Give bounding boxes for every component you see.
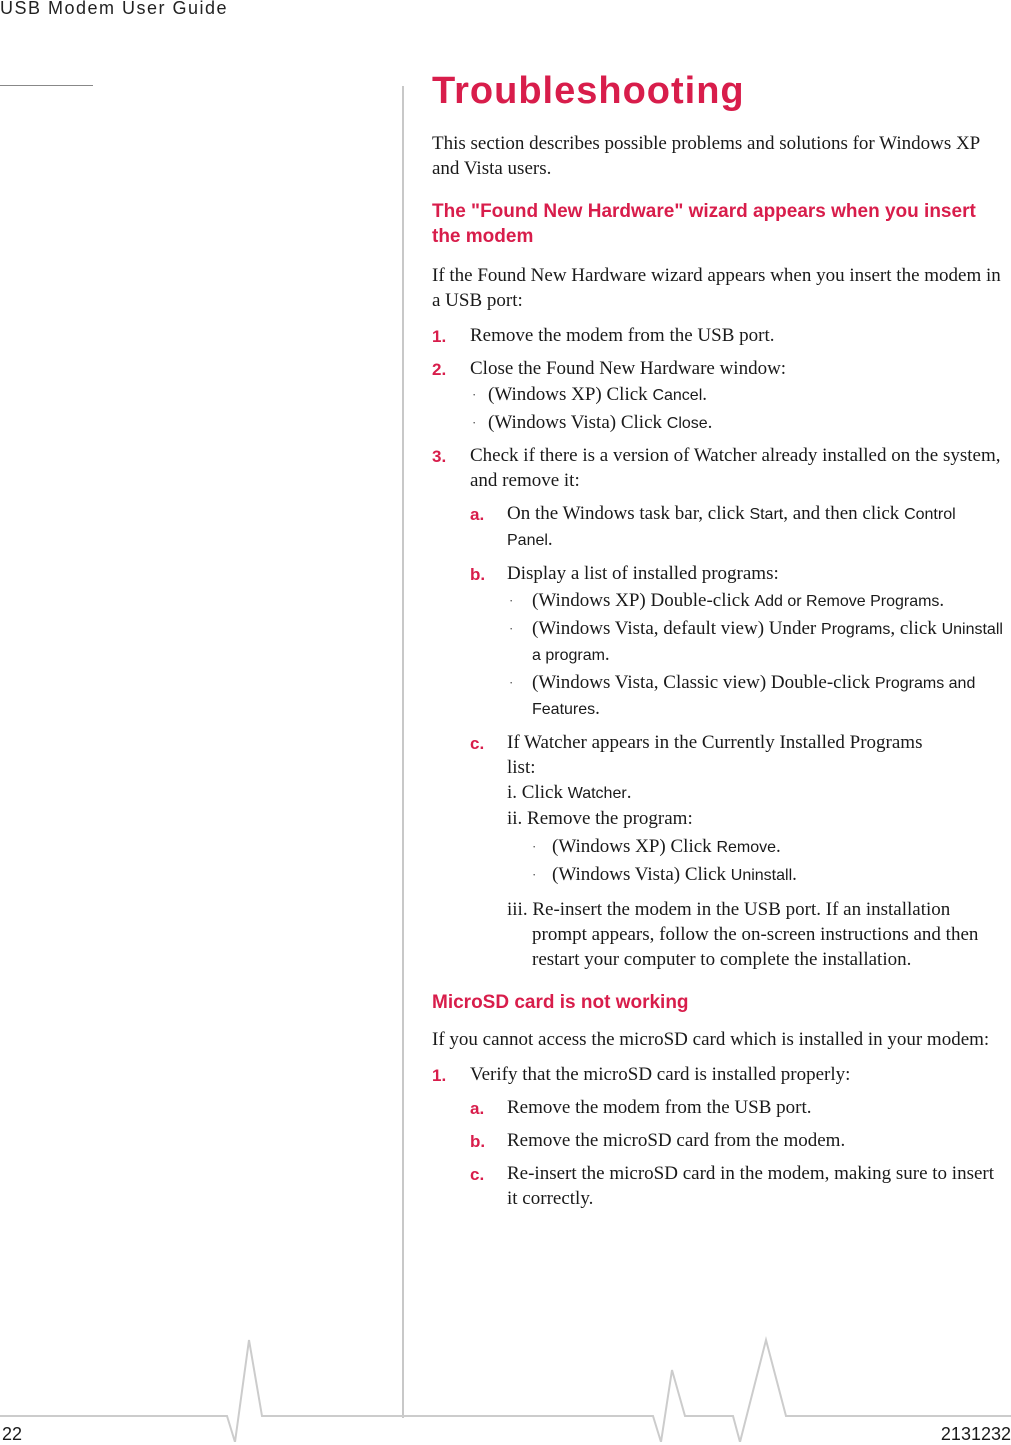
ui-label-start: Start [749,506,784,523]
substep-letter: c. [470,734,485,753]
running-header: USB Modem User Guide [0,0,229,18]
list-item [432,323,1004,348]
column-divider [402,86,404,1418]
list-item: c. If Watcher appears in the Currently Installed Programs list: [470,732,923,778]
section-heading-found-new-hardware: The "Found New Hardware" wizard appears when you insert the modem [432,201,976,247]
list-item: i. Click Watcher. [507,782,632,803]
header-rule [0,85,93,86]
ui-label-uninstall: Uninstall [730,867,793,884]
list-item: · (Windows Vista) Click Uninstall. [532,864,797,885]
step-number: 1. [432,327,447,346]
page-title: Troubleshooting [432,70,745,112]
list-item: b. Display a list of installed programs: [432,561,1004,586]
list-item: a. On the Windows task bar, click Start, and then click Control Panel. [470,503,956,550]
list-item: · (Windows Vista, default view) Under Programs, click Uninstall a program. [509,618,1003,665]
list-item: · (Windows XP) Click Cancel. [472,384,707,405]
step-text: Check if there is a version of Watcher already installed on the system, and remove it: [470,445,1001,491]
list-item [432,443,1004,493]
list-item [432,356,1004,381]
section-heading-microsd: MicroSD card is not working [432,992,689,1013]
ui-label-programs: Programs [821,621,891,638]
substep-letter: a. [470,505,485,524]
list-item: · (Windows XP) Double-click Add or Remove Programs. [509,590,945,611]
step-number: 1. [432,1066,447,1085]
list-item: iii. Re-insert the modem in the USB port. If an installation prompt appears, follow the on-screen instructions and then restart your computer to complete the installation. [507,899,979,970]
substep-letter: b. [470,565,486,584]
ui-label-uninstall-a-program: Uninstall a program [532,621,1003,664]
ui-label-close: Close [666,415,708,432]
ui-label-programs-and-features: Programs and Features [532,675,976,718]
footer-pulse-line [0,1335,1011,1442]
section1-intro: If the Found New Hardware wizard appears when you insert the modem in a USB port: [432,265,1001,311]
substep-letter: b. [470,1132,486,1151]
section2-intro: If you cannot access the microSD card which is installed in your modem: [432,1029,990,1050]
intro-paragraph: This section describes possible problems and solutions for Windows XP and Vista users. [432,133,980,179]
ui-label-cancel: Cancel [652,387,703,404]
ui-label-control-panel: Control Panel [507,506,956,549]
list-item: a. Remove the modem from the USB port. [432,1095,1004,1120]
step-number: 3. [432,447,447,466]
list-item: b. Remove the microSD card from the modem. [432,1128,1004,1153]
list-item: · (Windows XP) Click Remove. [532,836,781,857]
step-number: 2. [432,360,447,379]
ui-label-watcher: Watcher [567,785,627,802]
list-item: c. Re-insert the microSD card in the modem, making sure to insert it correctly. [470,1163,995,1209]
ui-label-remove: Remove [716,839,777,856]
step-text: Close the Found New Hardware window: [470,358,787,379]
list-item: · (Windows Vista, Classic view) Double-click Programs and Features. [509,672,976,719]
page-number: 22 [2,1424,23,1444]
ui-label-add-remove-programs: Add or Remove Programs [754,593,940,610]
list-item: · (Windows Vista) Click Close. [472,412,713,433]
substep-letter: a. [470,1099,485,1118]
step-text: Remove the modem from the USB port. [470,325,775,346]
main-content [432,70,1004,1211]
substep-letter: c. [470,1165,485,1184]
list-item: 1. Verify that the microSD card is installed properly: [432,1062,1004,1087]
list-item: ii. Remove the program: [507,808,693,829]
document-number: 2131232 [940,1424,1011,1444]
